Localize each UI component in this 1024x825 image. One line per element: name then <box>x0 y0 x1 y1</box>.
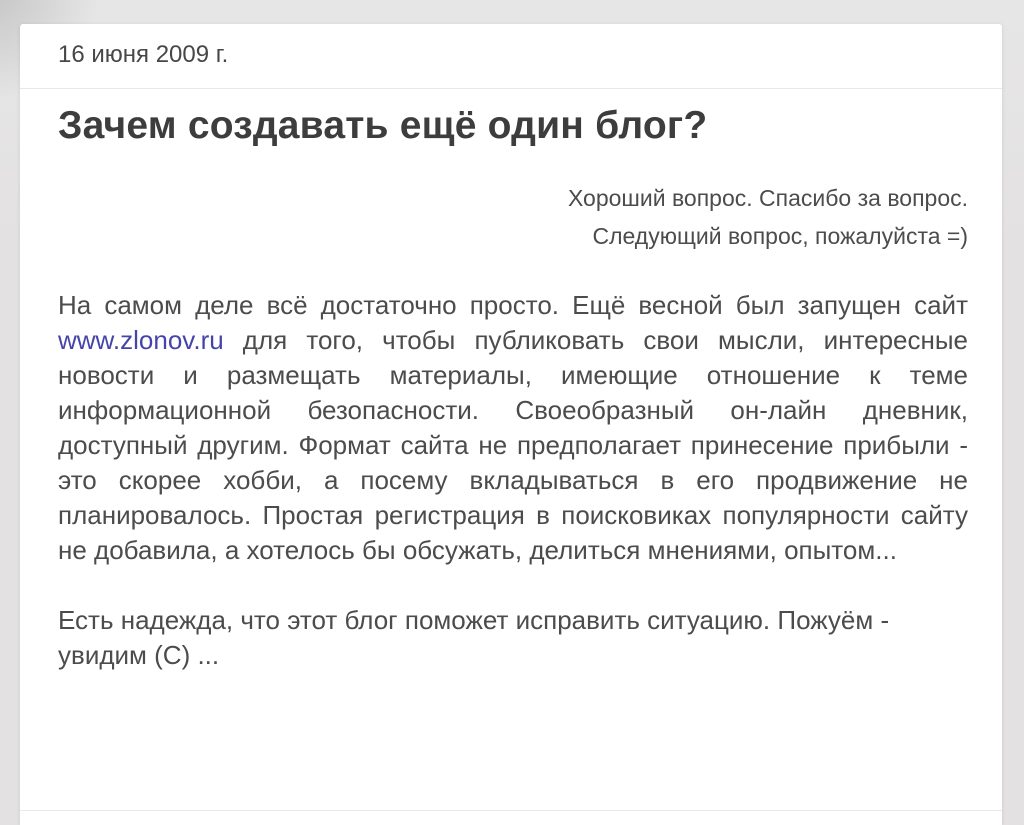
paragraph-text-after-link: для того, чтобы публиковать свои мысли, интересные новости и размещать материалы, имеющие отношение к теме информационной безопасности. Своеобразный он-лайн дневник, доступный другим. Формат сайта не предполагает принесение прибыли - это скорее хобби, а посему вкладываться в его продвижение не планировалось. Простая регистрация в поисковиках популярности сайту не добавила, а хотелось бы обсужать, делиться мнениями, опытом... <box>58 325 968 565</box>
epigraph-line-2: Следующий вопрос, пожалуйста =) <box>592 223 968 249</box>
post-date: 16 июня 2009 г. <box>58 41 229 68</box>
post-paragraph-2: Есть надежда, что этот блог поможет исправить ситуацию. Пожуём - увидим (С) ... <box>58 605 890 670</box>
post-header <box>20 24 1002 89</box>
epigraph-line-1: Хороший вопрос. Спасибо за вопрос. <box>567 185 968 211</box>
post-body <box>20 103 1002 673</box>
post-card <box>20 24 1002 825</box>
epigraph <box>58 179 968 255</box>
post-title: Зачем создавать ещё один блог? <box>58 104 708 147</box>
post-footer-divider <box>20 810 1002 811</box>
post-paragraph-1 <box>58 288 968 568</box>
paragraph-text-before-link: На самом деле всё достаточно просто. Ещё весной был запущен сайт <box>58 290 968 320</box>
zlonov-link[interactable]: www.zlonov.ru <box>58 325 224 355</box>
